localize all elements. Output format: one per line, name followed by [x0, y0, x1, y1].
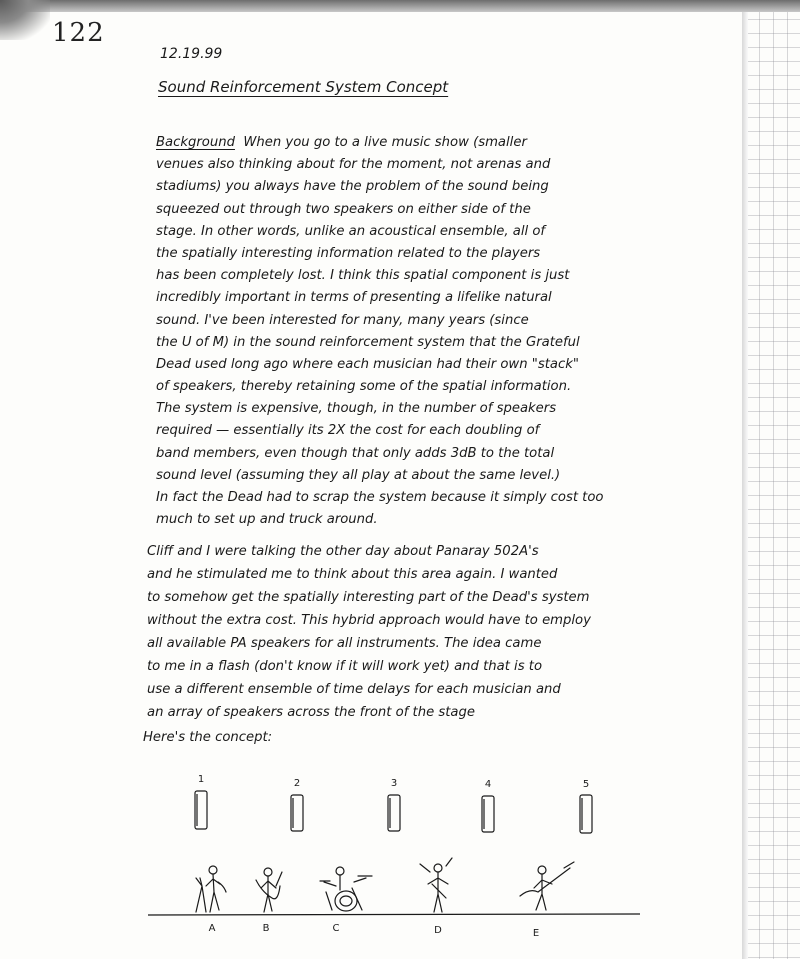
stage-diagram-drawing	[140, 760, 740, 959]
speaker-label-3: 3	[390, 778, 398, 789]
corner-shadow	[0, 0, 50, 40]
musician-label-a: A	[208, 923, 216, 934]
text-line-content: When you go to a live music show (smaller	[243, 135, 527, 150]
page-number: 122	[52, 18, 105, 48]
musician-label-c: C	[332, 923, 340, 934]
text-line: without the extra cost. This hybrid approach would have to employ	[147, 613, 591, 628]
text-line	[156, 132, 736, 154]
musician-label-e: E	[532, 928, 540, 939]
musician-b-figure	[256, 868, 282, 912]
text-line: to somehow get the spatially interesting part of the Dead's system	[147, 590, 590, 605]
text-line: venues also thinking about for the moment, not arenas and	[156, 157, 551, 173]
speaker-label-4: 4	[484, 779, 492, 790]
musician-c-figure	[320, 867, 372, 911]
text-line: the U of M) in the sound reinforcement system that the Grateful	[156, 334, 580, 350]
text-line: incredibly important in terms of presenting a lifelike natural	[156, 290, 552, 306]
speaker-3	[388, 795, 400, 831]
text-line: stage. In other words, unlike an acoustical ensemble, all of	[156, 223, 546, 239]
text-line: The system is expensive, though, in the number of speakers	[156, 401, 557, 417]
text-line: sound level (assuming they all play at about the same level.)	[156, 467, 561, 483]
text-line: stadiums) you always have the problem of the sound being	[156, 179, 549, 195]
entry-date: 12.19.99	[160, 46, 223, 62]
text-line: squeezed out through two speakers on either side of the	[156, 201, 531, 217]
binding-shadow	[0, 0, 800, 12]
text-line: required — essentially its 2X the cost for each doubling of	[156, 423, 540, 439]
entry-title: Sound Reinforcement System Concept	[158, 78, 449, 96]
text-line: an array of speakers across the front of the stage	[147, 705, 475, 720]
concept-label: Here's the concept:	[143, 730, 273, 745]
speaker-label-5: 5	[582, 779, 590, 790]
speaker-label-2: 2	[293, 778, 301, 789]
paragraph-background	[156, 132, 736, 531]
text-line: sound. I've been interested for many, many years (since	[156, 312, 529, 328]
musician-d-figure	[420, 858, 452, 912]
text-line: to me in a flash (don't know if it will work yet) and that is to	[147, 659, 543, 674]
musician-a-figure	[196, 866, 226, 912]
page-edge	[742, 12, 748, 959]
speaker-4	[482, 796, 494, 832]
stage-diagram	[140, 760, 740, 959]
speaker-label-1: 1	[197, 774, 205, 785]
text-line: band members, even though that only adds 3dB to the total	[156, 445, 555, 461]
stage-floor-line	[148, 914, 640, 915]
speaker-2	[291, 795, 303, 831]
text-line: and he stimulated me to think about this area again. I wanted	[147, 567, 558, 582]
text-line: In fact the Dead had to scrap the system because it simply cost too	[156, 490, 604, 505]
section-heading: Background	[156, 135, 235, 150]
text-line: Cliff and I were talking the other day about Panaray 502A's	[147, 544, 539, 559]
speaker-5	[580, 795, 592, 833]
text-line: all available PA speakers for all instruments. The idea came	[147, 636, 542, 651]
musician-label-b: B	[262, 923, 270, 934]
speaker-1	[195, 791, 207, 829]
text-line: much to set up and truck around.	[156, 512, 378, 528]
musician-label-d: D	[434, 925, 442, 936]
text-line: use a different ensemble of time delays for each musician and	[147, 682, 561, 697]
text-line: Dead used long ago where each musician had their own "stack"	[156, 356, 579, 372]
text-line: has been completely lost. I think this spatial component is just	[156, 268, 570, 284]
paragraph-idea	[147, 540, 737, 724]
text-line: the spatially interesting information related to the players	[156, 245, 541, 261]
text-line: of speakers, thereby retaining some of the spatial information.	[156, 379, 572, 395]
musician-e-figure	[520, 862, 574, 910]
